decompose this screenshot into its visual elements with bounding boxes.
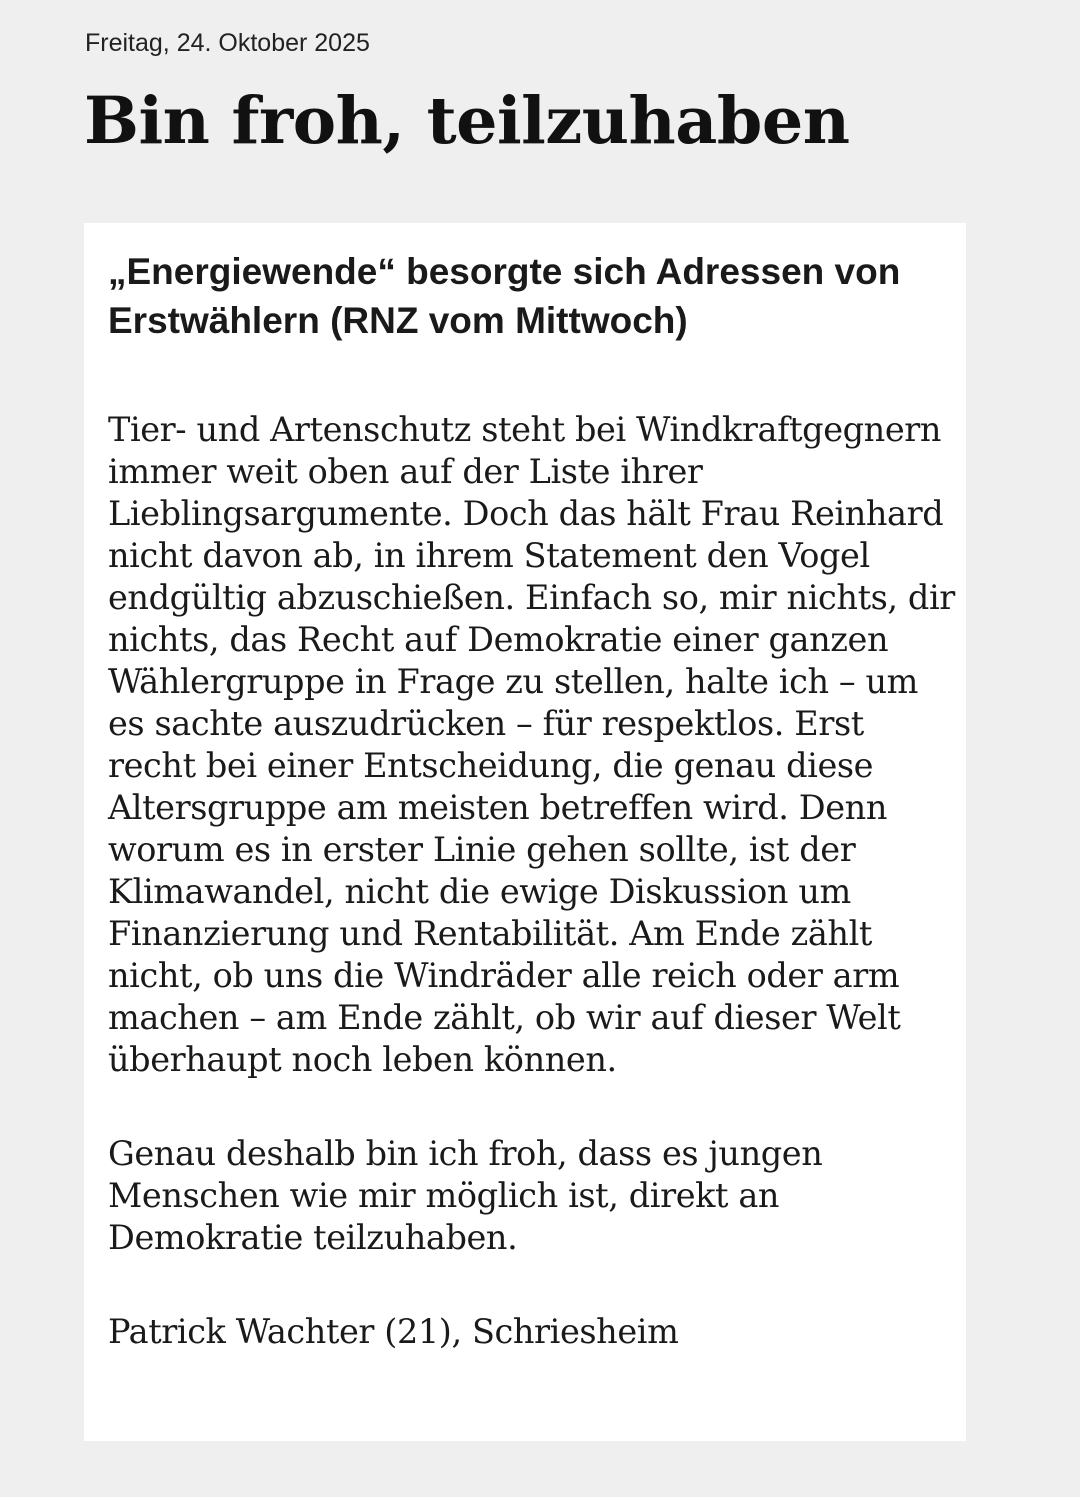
letter-paragraph: Genau deshalb bin ich froh, dass es jungen Menschen wie mir möglich ist, direkt an Demokratie teilzuhaben.	[108, 1134, 823, 1257]
letter-reference-heading: „Energiewende“ besorgte sich Adressen von Erstwählern (RNZ vom Mittwoch)	[108, 251, 901, 341]
letter-paragraph: Tier- und Artenschutz steht bei Windkraftgegnern immer weit oben auf der Liste ihrer Lieblingsargumente. Doch das hält Frau Reinhard nicht davon ab, in ihrem Statement den Vogel endgültig abzuschießen. Einfach so, mir nichts, dir nichts, das Recht auf Demokratie einer ganzen Wählergruppe in Frage zu stellen, halte ich – um es sachte auszudrücken – für respektlos. Erst recht bei einer Entscheidung, die genau diese Altersgruppe am meisten betreffen wird. Denn worum es in erster Linie gehen sollte, ist der Klimawandel, nicht die ewige Diskussion um Finanzierung und Rentabilität. Am Ende zählt nicht, ob uns die Windräder alle reich oder arm machen – am Ende zählt, ob wir auf dieser Welt überhaupt noch leben können.	[108, 410, 955, 1079]
article-date: Freitag, 24. Oktober 2025	[85, 29, 370, 57]
letter-signature: Patrick Wachter (21), Schriesheim	[108, 1312, 679, 1351]
letter-card	[84, 223, 966, 1441]
article-title: Bin froh, teilzuhaben	[84, 83, 850, 159]
